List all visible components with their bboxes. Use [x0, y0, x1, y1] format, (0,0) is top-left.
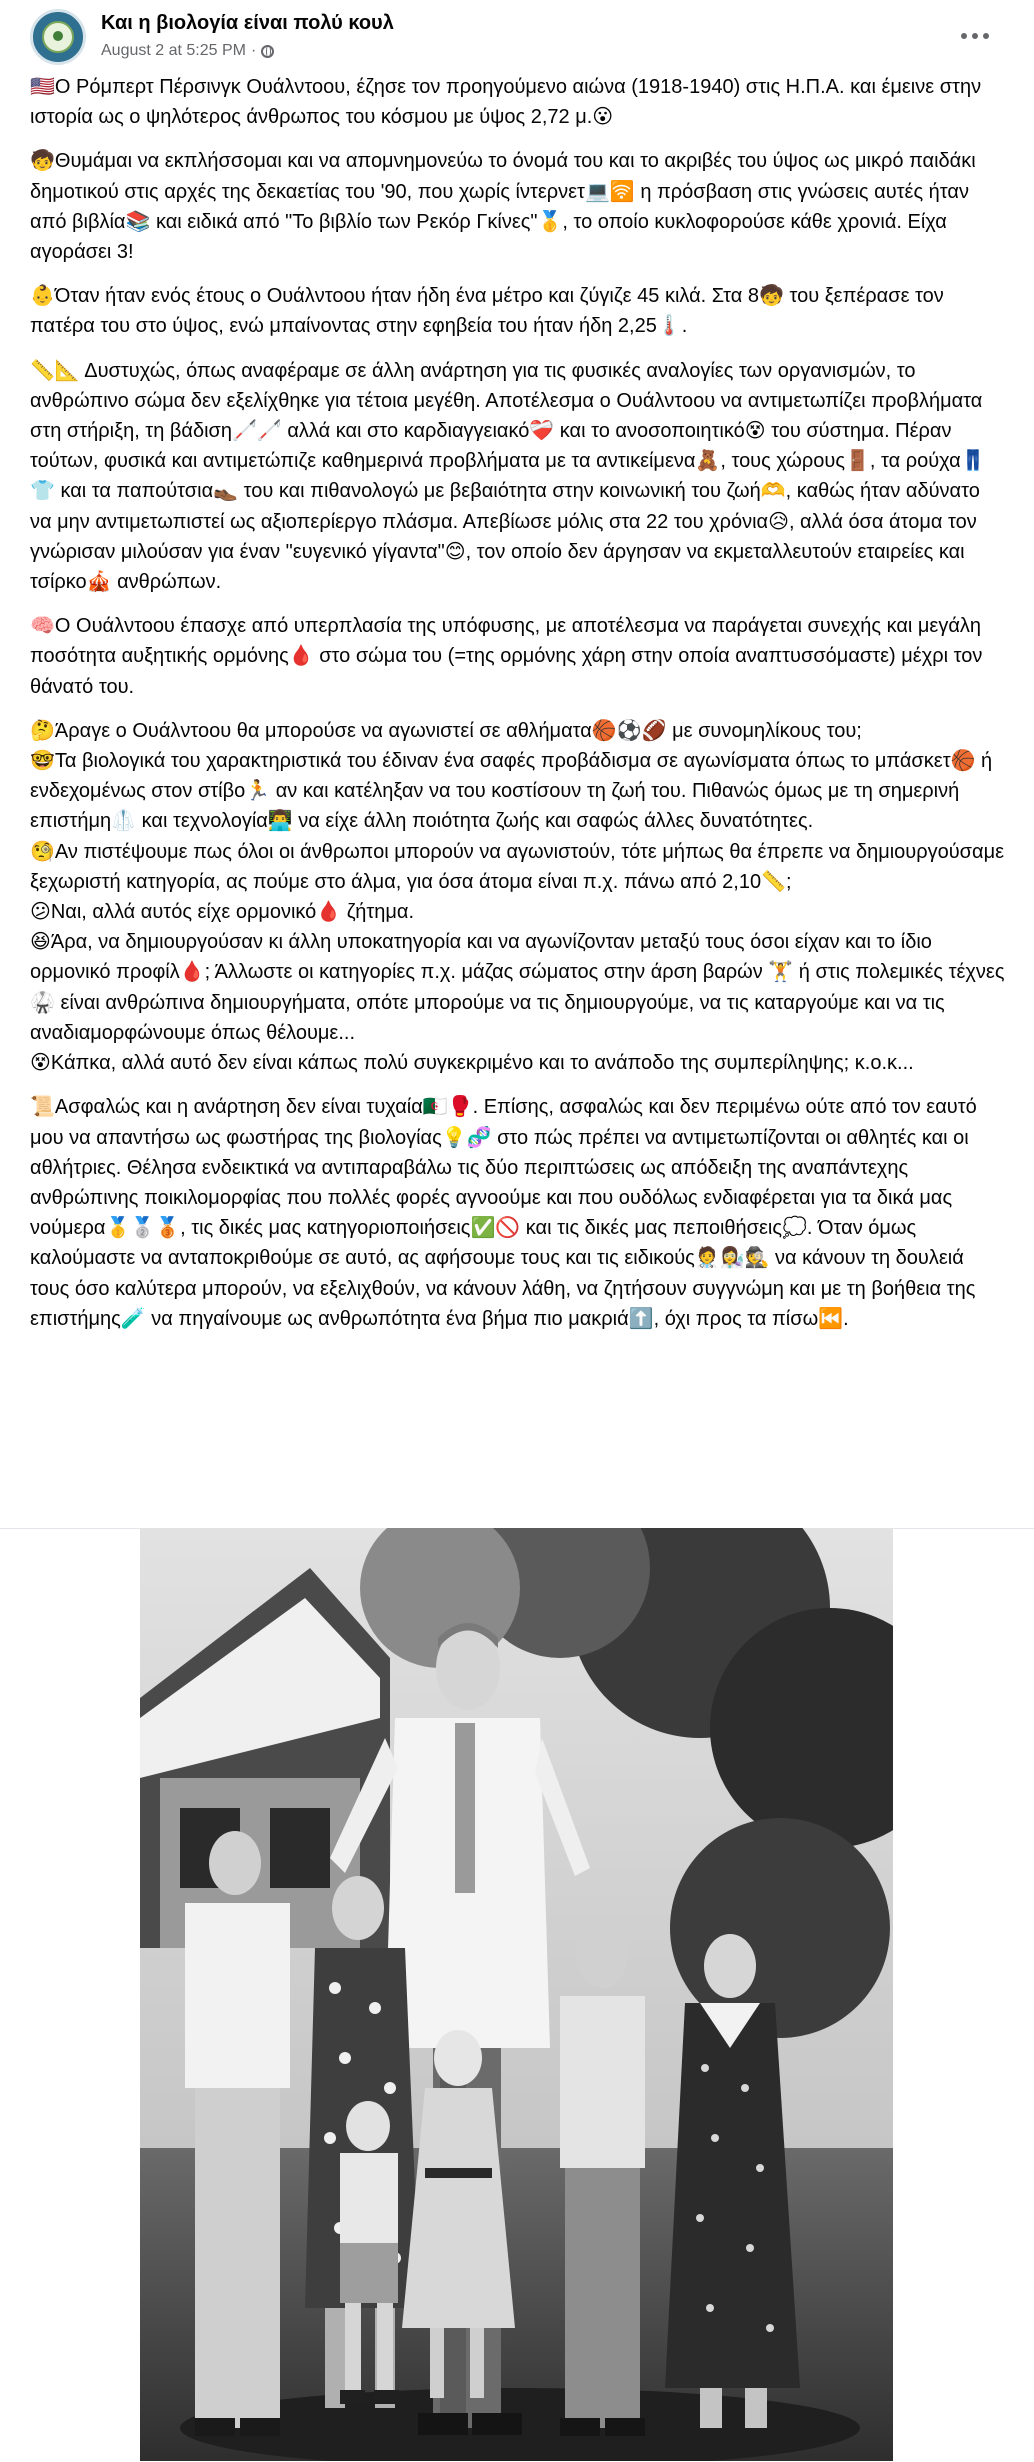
post-paragraph: 🧒Θυμάμαι να εκπλήσσομαι και να απομνημονεύω το όνομά του και το ακριβές του ύψος ως μικρό παιδάκι δημοτικού στις αρχές της δεκαετίας του '90, που χωρίς ίντερνετ💻🛜 η πρόσβαση στις γνώσεις αυτές ήταν από βιβλία📚 και ειδικά από "Το βιβλίο των Ρεκόρ Γκίνες"🥇, το οποίο κυκλοφορούσε κάθε χρονιά. Είχα αγοράσει 3!	[30, 150, 982, 264]
family-photo-illustration	[140, 1528, 893, 2461]
more-dot	[972, 33, 978, 39]
more-dot	[983, 33, 989, 39]
post-header	[0, 0, 1034, 74]
post-paragraph: 👶Όταν ήταν ενός έτους ο Ουάλντοου ήταν ήδη ένα μέτρο και ζύγιζε 45 κιλά. Στα 8🧒 του ξεπέρασε τον πατέρα του στο ύψος, ενώ μπαίνοντας στην εφηβεία του ήταν ήδη 2,25🌡️.	[30, 285, 950, 338]
page-name-link[interactable]: Και η βιολογία είναι πολύ κουλ	[101, 12, 394, 34]
page-avatar[interactable]	[30, 9, 86, 65]
post-body	[30, 72, 1005, 1334]
post-timestamp[interactable]: August 2 at 5:25 PM	[101, 42, 246, 59]
more-horizontal-icon	[961, 33, 967, 39]
more-options-button[interactable]	[955, 18, 995, 54]
meta-separator: ·	[250, 42, 257, 59]
post-paragraph: 🇺🇸Ο Ρόμπερτ Πέρσινγκ Ουάλντοου, έζησε τον προηγούμενο αιώνα (1918-1940) στις Η.Π.Α. και έμεινε στην ιστορία ως ο ψηλότερος άνθρωπος του κόσμου με ύψος 2,72 μ.😮	[30, 76, 987, 129]
post-paragraph: 📜Ασφαλώς και η ανάρτηση δεν είναι τυχαία🇩🇿🥊. Επίσης, ασφαλώς και δεν περιμένω ούτε από τον εαυτό μου να απαντήσω ως φωστήρας της βιολογίας💡🧬 στο πώς πρέπει να αντιμετωπίζονται οι αθλητές και οι αθλήτριες. Θέλησα ενδεικτικά να αντιπαραβάλω τις δύο περιπτώσεις ως απόδειξη της αναπάντεχης ανθρώπινης ποικιλομορφίας που πολλές φορές αγνοούμε και που ουδόλως ενδιαφέρεται για τα δικά μας νούμερα🥇🥈🥉, τις δικές μας κατηγοριοποιήσεις✅🚫 και τις δικές μας πεποιθήσεις💭. Όταν όμως καλούμαστε να ανταποκριθούμε σε αυτό, ας αφήσουμε τους και τις ειδικούς🧑‍⚕️👩‍🔬🕵️ να κάνουν τη δουλειά τους όσο καλύτερα μπορούν, να εξελιχθούν, να κάνουν λάθη, να ζητήσουν συγγνώμη και με τη βοήθεια της επιστήμης🧪 να πηγαίνουμε ως ανθρωπότητα ένα βήμα πιο μακριά⬆️, όχι προς τα πίσω⏮️.	[30, 1096, 983, 1330]
post-meta	[101, 42, 274, 60]
post-paragraph: 🤔Άραγε ο Ουάλντοου θα μπορούσε να αγωνιστεί σε αθλήματα🏀⚽🏈 με συνομηλίκους του; 🤓Τα βιολογικά του χαρακτηριστικά του έδιναν ένα σαφές προβάδισμα σε αγωνίσματα όπως το μπάσκετ🏀 ή ενδεχομένως στον στίβο🏃 αν και κατέληξαν να του κοστίσουν τη ζωή του. Πιθανώς όμως με τη σημερινή επιστήμη🥼 και τεχνολογία👨‍💻 να είχε άλλη ποιότητα ζωής και σαφώς άλλες δυνατότητες. 🧐Αν πιστέψουμε πως όλοι οι άνθρωποι μπορούν να αγωνιστούν, τότε μήπως θα έπρεπε να δημιουργούσαμε ξεχωριστή κατηγορία, ας πούμε στο άλμα, για όσα άτομα είναι π.χ. πάνω από 2,10📏; 😕Ναι, αλλά αυτός είχε ορμονικό🩸 ζήτημα. 😆Άρα, να δημιουργούσαν κι άλλη υποκατηγορία και να αγωνίζονταν μεταξύ τους όσοι είχαν και το ίδιο ορμονικό προφίλ🩸; Άλλωστε οι κατηγορίες π.χ. μάζας σώματος στην άρση βαρών 🏋️ ή στις πολεμικές τέχνες🥋 είναι ανθρώπινα δημιουργήματα, οπότε μπορούμε να τις δημιουργούμε, να τις καταργούμε και να τις αναδιαμορφώνουμε όπως θέλουμε... 😵Κάπκα, αλλά αυτό δεν είναι κάπως πολύ συγκεκριμένο και το ανάποδο της συμπερίληψης; κ.ο.κ...	[30, 719, 1005, 1075]
avatar-logo-icon	[42, 21, 74, 53]
post-paragraph: 📏📐 Δυστυχώς, όπως αναφέραμε σε άλλη ανάρτηση για τις φυσικές αναλογίες των οργανισμών, το ανθρώπινο σώμα δεν εξελίχθηκε για τέτοια μεγέθη. Αποτέλεσμα ο Ουάλντοου να αντιμετωπίζει προβλήματα στη στήριξη, τη βάδιση🦯🦯 αλλά και στο καρδιαγγειακό❤️‍🩹 και το ανοσοποιητικό😵 του σύστημα. Πέραν τούτων, φυσικά και αντιμετώπιζε καθημερινά προβλήματα με τα αντικείμενα🧸, τους χώρους🚪, τα ρούχα👖👕 και τα παπούτσια👞 του και πιθανολογώ με βεβαιότητα στην κοινωνική του ζωή🫶, καθώς ήταν αδύνατο να μην αντιμετωπιστεί ως αξιοπερίεργο πλάσμα. Απεβίωσε μόλις στα 22 του χρόνια😥, αλλά όσα άτομα τον γνώρισαν μιλούσαν για έναν "ευγενικό γίγαντα"😊, τον οποίο δεν άργησαν να εκμεταλλευτούν εταιρείες και τσίρκο🎪 ανθρώπων.	[30, 359, 988, 594]
avatar-logo-dot	[53, 31, 63, 41]
globe-icon[interactable]	[261, 45, 274, 58]
post-paragraph: 🧠Ο Ουάλντοου έπασχε από υπερπλασία της υπόφυσης, με αποτέλεσμα να παράγεται συνεχής και μεγάλη ποσότητα αυξητικής ορμόνης🩸 στο σώμα του (=της ορμόνης χάρη στην οποία αναπτυσσόμαστε) μέχρι τον θάνατό του.	[30, 615, 988, 698]
post-photo[interactable]	[140, 1528, 893, 2461]
